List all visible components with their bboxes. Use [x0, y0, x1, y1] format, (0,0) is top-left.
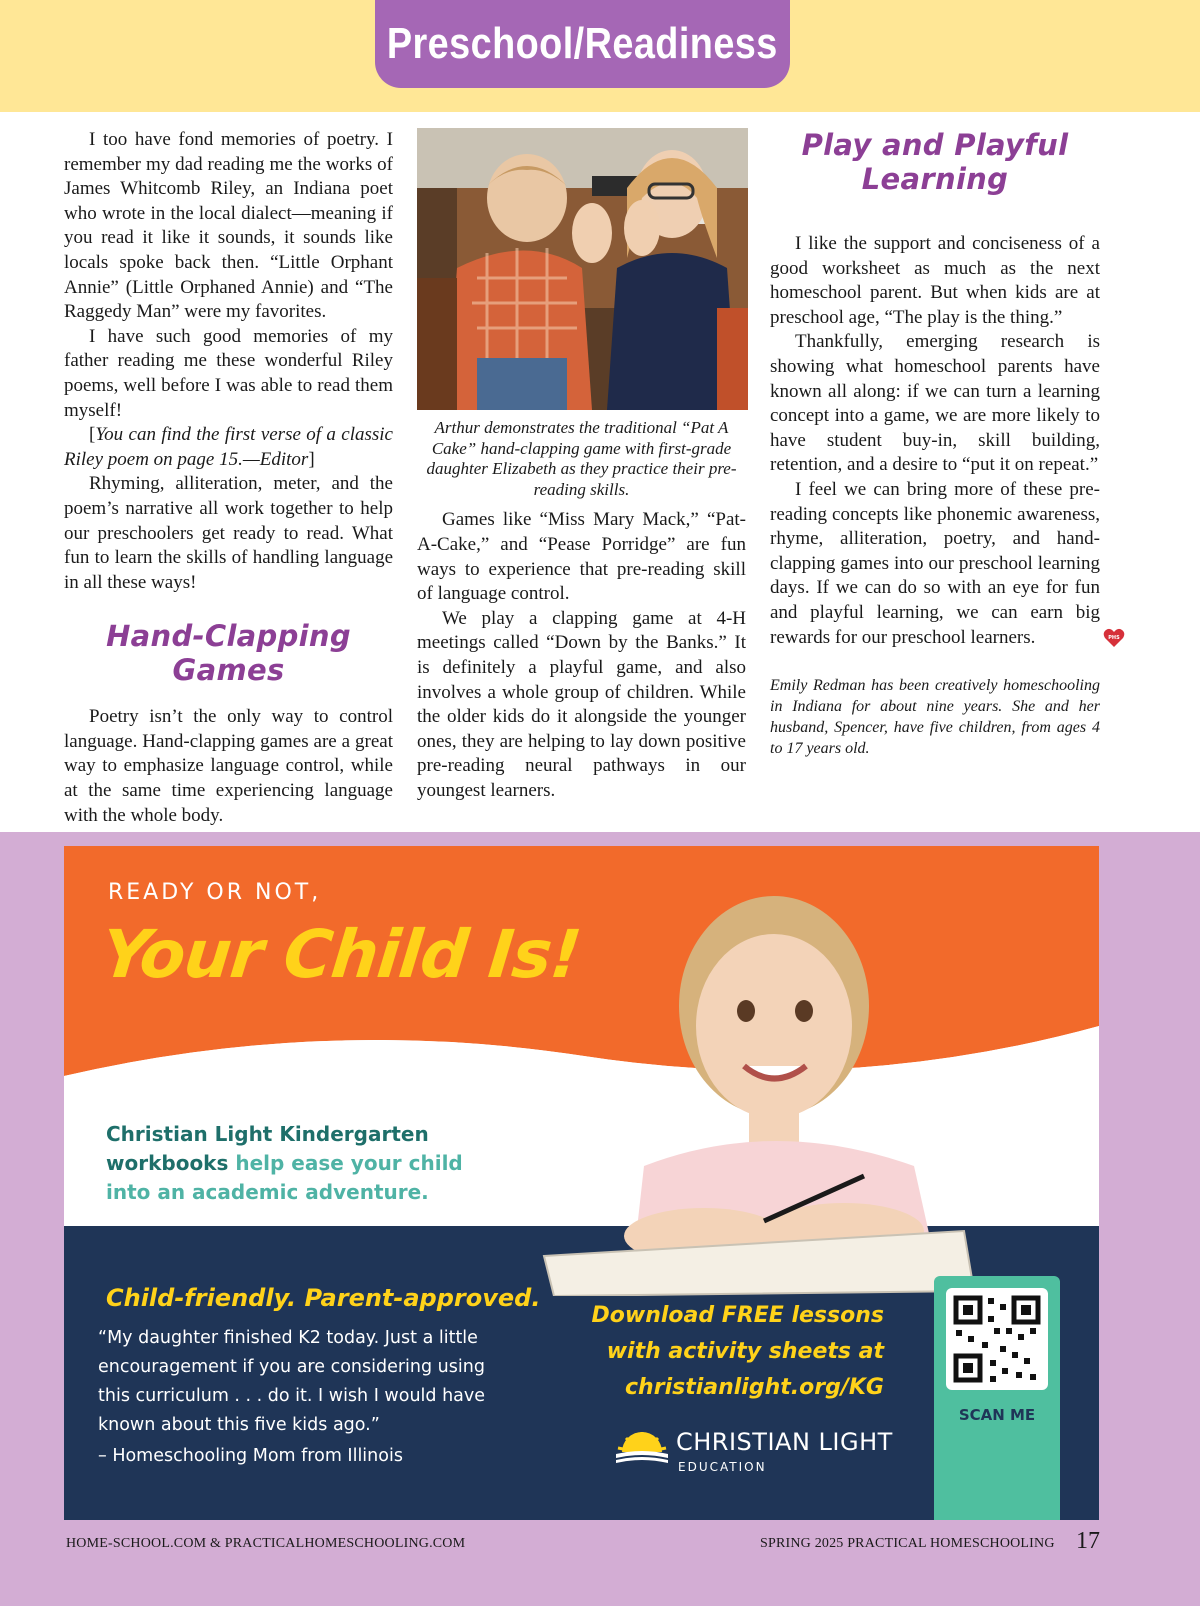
brand-subtitle: EDUCATION — [678, 1460, 767, 1474]
section-heading-play: Play and Playful Learning — [801, 128, 1069, 196]
article-body — [0, 112, 1200, 832]
paragraph — [770, 478, 1120, 650]
paragraph: Games like “Miss Mary Mack,” “Pat-A-Cake,” and “Pease Porridge” are fun ways to experience that pre-reading skill of language control. — [417, 509, 746, 605]
footer-website: HOME-SCHOOL.COM & PRACTICALHOMESCHOOLING.COM — [66, 1536, 466, 1551]
christian-light-logo — [614, 1428, 894, 1478]
photo-children-clapping — [417, 128, 748, 410]
brand-name: CHRISTIAN LIGHT — [676, 1428, 893, 1456]
paragraph: I too have fond memories of poetry. I remember my dad reading me the works of James Whitcomb Riley, an Indiana poet who wrote in the local dialect—meaning if you read it like it sounds, it sounds like locals spoke back then. “Little Orphant Annie” (Little Orphaned Annie) and “The Raggedy Man” were my favorites. — [64, 129, 393, 323]
ad-download-line: with activity sheets at — [606, 1339, 884, 1364]
ad-headline: Your Child Is! — [97, 916, 585, 993]
paragraph: Rhyming, alliteration, meter, and the poem’s narrative all work together to help our preschoolers get ready to read. What fun to learn the skills of handling language in all these ways! — [64, 473, 393, 593]
ad-download-url[interactable]: christianlight.org/KG — [625, 1375, 884, 1400]
end-mark-text: PHS — [1108, 635, 1120, 642]
ad-pitch-rest: help ease your child into an academic adventure. — [106, 1151, 463, 1204]
ad-download-line: Download FREE lessons — [591, 1303, 884, 1328]
ad-download-cta[interactable] — [584, 1298, 884, 1406]
paragraph: Thankfully, emerging research is showing what homeschool parents have known all along: if we can turn a learning concept into a game, we are more likely to have student buy-in, skill building, retention, and a desire to “put it on repeat.” — [770, 331, 1100, 476]
advertisement[interactable] — [64, 846, 1099, 1520]
column-3 — [770, 128, 1120, 759]
author-bio: Emily Redman has been creatively homeschooling in Indiana for about nine years. She and her husband, Spencer, have five children, from ages 4 to 17 years old. — [770, 677, 1100, 758]
sunrise-book-icon — [614, 1430, 670, 1466]
paragraph-text: I feel we can bring more of these pre-reading concepts like phonemic awareness, rhyme, alliteration, poetry, and hand-clapping games into our preschool learning days. If we can do so with an eye for fun and playful learning, we can earn big rewards for our preschool learners. — [770, 478, 1100, 648]
section-heading-hand-clapping: Hand-Clapping Games — [106, 619, 351, 688]
qr-code-panel[interactable] — [934, 1276, 1060, 1520]
qr-code[interactable] — [946, 1288, 1048, 1390]
scan-me-label: SCAN ME — [958, 1406, 1036, 1424]
section-tab — [375, 0, 790, 88]
footer-issue: SPRING 2025 PRACTICAL HOMESCHOOLING — [760, 1536, 1055, 1551]
ad-testimonial — [98, 1324, 498, 1471]
paragraph: We play a clapping game at 4-H meetings called “Down by the Banks.” It is definitely a playful game, and also involves a whole group of children. While the older kids do it alongside the younger ones, they are helping to lay down positive pre-reading neural pathways in our youngest learners. — [417, 607, 746, 801]
ad-testimonial-quote: “My daughter finished K2 today. Just a little encouragement if you are considering using this curriculum . . . do it. I wish I would have known about this five kids ago.” — [98, 1328, 486, 1435]
column-2 — [417, 128, 746, 804]
photo-illustration — [417, 128, 748, 410]
section-title: Preschool/Readiness — [387, 19, 778, 68]
column-1 — [64, 128, 393, 828]
ad-tagline: Child-friendly. Parent-approved. — [106, 1284, 541, 1312]
editor-note-text: You can find the first verse of a classic Riley poem on page 15.—Editor — [64, 424, 393, 470]
ad-ready-text: READY OR NOT, — [108, 880, 322, 905]
paragraph: Poetry isn’t the only way to control language. Hand-clapping games are a great way to emphasize language control, while at the same time experiencing language with the whole body. — [64, 706, 393, 826]
paragraph: I have such good memories of my father reading me these wonderful Riley poems, well before I was able to read them myself! — [64, 325, 393, 421]
photo-caption: Arthur demonstrates the traditional “Pat A Cake” hand-clapping game with first-grade daughter Elizabeth as they practice their pre-reading skills. — [426, 418, 737, 499]
heart-icon — [1078, 628, 1120, 648]
girl-illustration — [494, 876, 1044, 1296]
editor-note: [You can find the first verse of a classic Riley poem on page 15.—Editor] — [64, 424, 393, 470]
ad-pitch-bold: Christian Light Kindergarten workbooks — [106, 1122, 429, 1175]
qr-code-icon — [946, 1288, 1048, 1390]
ad-testimonial-attribution: – Homeschooling Mom from Illinois — [98, 1446, 403, 1466]
paragraph: I like the support and conciseness of a good worksheet as much as the next homeschool parent. But when kids are at preschool age, “The play is the thing.” — [770, 233, 1100, 328]
ad-pitch — [106, 1120, 466, 1207]
page-number: 17 — [1076, 1528, 1100, 1554]
